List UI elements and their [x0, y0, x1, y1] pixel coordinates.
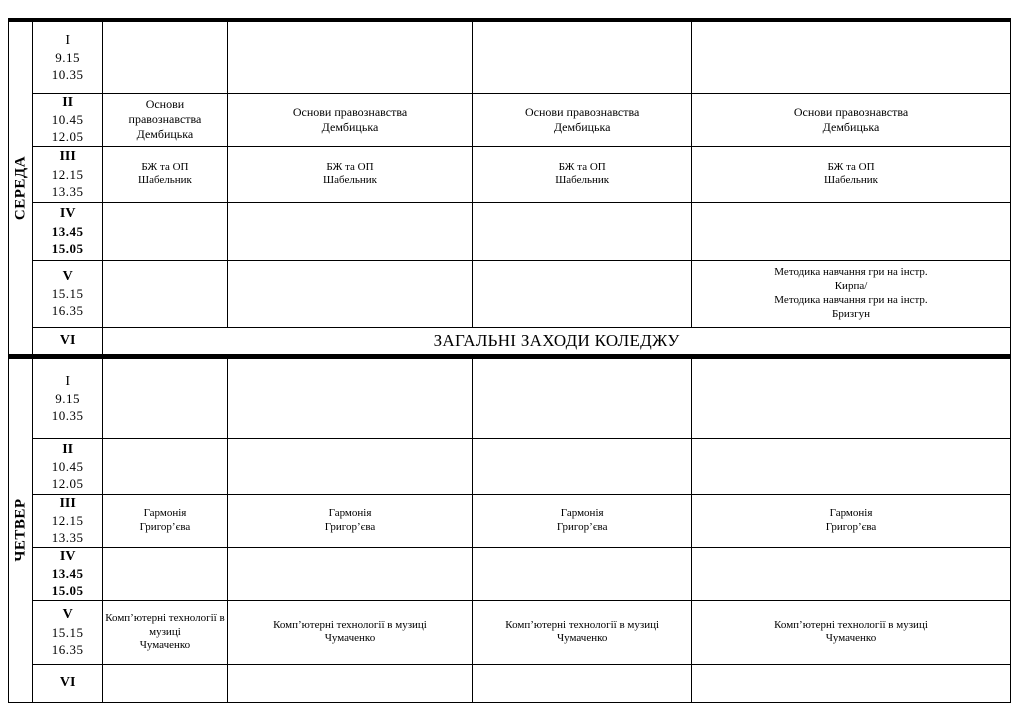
lesson-cell — [103, 547, 227, 600]
teacher-name: Дембицька — [822, 119, 880, 134]
lesson-cell — [692, 260, 1011, 327]
subject-name: Основи правознавства — [292, 104, 408, 119]
subject-name: Основи правознавства — [793, 104, 909, 119]
period-number: V — [62, 607, 73, 623]
lesson-cell — [103, 439, 227, 495]
lesson-cell — [473, 600, 692, 664]
table-row — [9, 94, 1011, 147]
period-end: 10.35 — [51, 66, 84, 82]
day-label-cell — [9, 359, 33, 703]
subject-name: Комп’ютерні технології в — [105, 611, 225, 624]
teacher-name: Григор’єва — [556, 520, 608, 533]
teacher-name: Шабельник — [137, 174, 192, 187]
table-row — [9, 495, 1011, 548]
table-row — [9, 547, 1011, 600]
teacher-name: Дембицька — [136, 127, 194, 142]
period-cell — [33, 202, 103, 260]
lesson-cell — [692, 547, 1011, 600]
period-start: 9.15 — [55, 390, 81, 406]
table-row — [9, 359, 1011, 439]
teacher-name: Кирпа/ — [834, 280, 868, 293]
period-number: II — [62, 95, 74, 110]
lesson-cell — [692, 94, 1011, 147]
lesson-cell — [103, 202, 227, 260]
period-cell — [33, 495, 103, 548]
period-cell — [33, 439, 103, 495]
lesson-cell — [692, 202, 1011, 260]
lesson-cell — [473, 547, 692, 600]
period-end: 12.05 — [51, 475, 84, 491]
table-row — [9, 22, 1011, 94]
lesson-cell — [473, 260, 692, 327]
period-cell — [33, 22, 103, 94]
lesson-cell — [473, 495, 692, 548]
subject-name: БЖ та ОП — [326, 160, 374, 173]
subject-name: Комп’ютерні технології в музиці — [505, 618, 660, 631]
subject-name: Гармонія — [560, 507, 604, 520]
teacher-name: Дембицька — [553, 119, 611, 134]
lesson-cell — [227, 146, 473, 202]
lesson-cell — [473, 94, 692, 147]
lesson-cell — [227, 202, 473, 260]
period-start: 12.15 — [51, 166, 84, 182]
lesson-cell — [692, 664, 1011, 702]
subject-name: Комп’ютерні технології в музиці — [273, 618, 427, 631]
lesson-cell — [692, 359, 1011, 439]
wednesday-schedule-table — [8, 21, 1011, 356]
teacher-name: Чумаченко — [556, 632, 608, 645]
period-start: 9.15 — [55, 49, 81, 65]
subject-name: БЖ та ОП — [141, 160, 189, 173]
lesson-cell — [227, 439, 473, 495]
subject-name: правознавства — [128, 112, 202, 127]
teacher-name: Григор’єва — [324, 520, 376, 533]
period-number: V — [62, 268, 73, 284]
lesson-cell — [103, 260, 227, 327]
lesson-cell — [692, 439, 1011, 495]
teacher-name: Дембицька — [321, 119, 379, 134]
day-label-cell — [9, 22, 33, 356]
lesson-cell — [103, 359, 227, 439]
teacher-name: Бризгун — [832, 307, 870, 320]
lesson-cell — [227, 94, 473, 147]
table-row — [9, 600, 1011, 664]
subject-name: музиці — [149, 625, 181, 638]
period-cell — [33, 664, 103, 702]
lesson-cell — [692, 22, 1011, 94]
period-cell — [33, 327, 103, 355]
table-row — [9, 327, 1011, 355]
period-start: 15.15 — [51, 286, 84, 302]
lesson-cell — [103, 664, 227, 702]
teacher-name: Чумаченко — [825, 632, 877, 645]
teacher-name: Шабельник — [323, 174, 377, 187]
table-row — [9, 260, 1011, 327]
lesson-cell — [473, 439, 692, 495]
period-cell — [33, 359, 103, 439]
college-events-cell: ЗАГАЛЬНІ ЗАХОДИ КОЛЕДЖУ — [103, 327, 1011, 355]
period-number: III — [59, 149, 76, 165]
period-number: VI — [59, 675, 76, 691]
period-end: 15.05 — [51, 240, 84, 256]
lesson-cell — [473, 664, 692, 702]
teacher-name: Чумаченко — [139, 639, 191, 652]
lesson-cell — [103, 22, 227, 94]
subject-name: Гармонія — [829, 507, 873, 520]
subject-name: Основи — [145, 97, 185, 112]
lesson-cell — [473, 22, 692, 94]
lesson-cell — [103, 94, 227, 147]
period-end: 12.05 — [51, 129, 84, 145]
period-cell — [33, 146, 103, 202]
period-cell — [33, 547, 103, 600]
lesson-cell — [473, 202, 692, 260]
lesson-cell — [227, 547, 473, 600]
teacher-name: Шабельник — [824, 174, 878, 187]
thursday-schedule-table — [8, 358, 1011, 703]
table-row — [9, 439, 1011, 495]
period-end: 16.35 — [51, 303, 84, 319]
teacher-name: Григор’єва — [139, 520, 191, 533]
period-number: I — [65, 373, 70, 389]
period-number: VI — [59, 333, 76, 349]
period-number: I — [65, 32, 70, 48]
subject-name: Методика навчання гри на інстр. — [774, 293, 928, 306]
period-number: IV — [59, 548, 76, 564]
subject-name: Гармонія — [328, 507, 372, 520]
subject-name: БЖ та ОП — [558, 160, 606, 173]
table-row — [9, 146, 1011, 202]
teacher-name: Григор’єва — [825, 520, 877, 533]
lesson-cell — [227, 495, 473, 548]
period-end: 13.35 — [51, 183, 84, 199]
period-start: 10.45 — [51, 458, 84, 474]
lesson-cell — [692, 146, 1011, 202]
lesson-cell — [692, 600, 1011, 664]
period-end: 10.35 — [51, 407, 84, 423]
day-label: ЧЕТВЕР — [12, 498, 29, 563]
period-start: 15.15 — [51, 624, 84, 640]
lesson-cell — [473, 146, 692, 202]
period-start: 13.45 — [51, 223, 84, 239]
subject-name: Комп’ютерні технології в музиці — [774, 618, 928, 631]
table-row — [9, 202, 1011, 260]
period-end: 13.35 — [51, 530, 84, 546]
day-label: СЕРЕДА — [12, 156, 29, 221]
lesson-cell — [227, 359, 473, 439]
teacher-name: Чумаченко — [324, 632, 376, 645]
period-start: 10.45 — [51, 112, 84, 128]
lesson-cell — [103, 495, 227, 548]
period-end: 16.35 — [51, 641, 84, 657]
lesson-cell — [473, 359, 692, 439]
subject-name: Основи правознавства — [525, 104, 640, 119]
lesson-cell — [227, 664, 473, 702]
period-end: 15.05 — [51, 583, 84, 599]
period-number: III — [59, 496, 76, 511]
subject-name: Гармонія — [143, 507, 187, 520]
subject-name: Методика навчання гри на інстр. — [774, 266, 928, 279]
lesson-cell — [103, 600, 227, 664]
lesson-cell — [227, 600, 473, 664]
period-start: 13.45 — [51, 566, 84, 582]
lesson-cell — [692, 495, 1011, 548]
period-cell — [33, 600, 103, 664]
lesson-cell — [227, 260, 473, 327]
table-row — [9, 664, 1011, 702]
lesson-cell — [227, 22, 473, 94]
subject-name: БЖ та ОП — [827, 160, 875, 173]
teacher-name: Шабельник — [555, 174, 610, 187]
period-number: II — [62, 441, 74, 457]
period-cell — [33, 94, 103, 147]
period-number: IV — [59, 206, 76, 222]
period-cell — [33, 260, 103, 327]
lesson-cell — [103, 146, 227, 202]
period-start: 12.15 — [51, 513, 84, 529]
